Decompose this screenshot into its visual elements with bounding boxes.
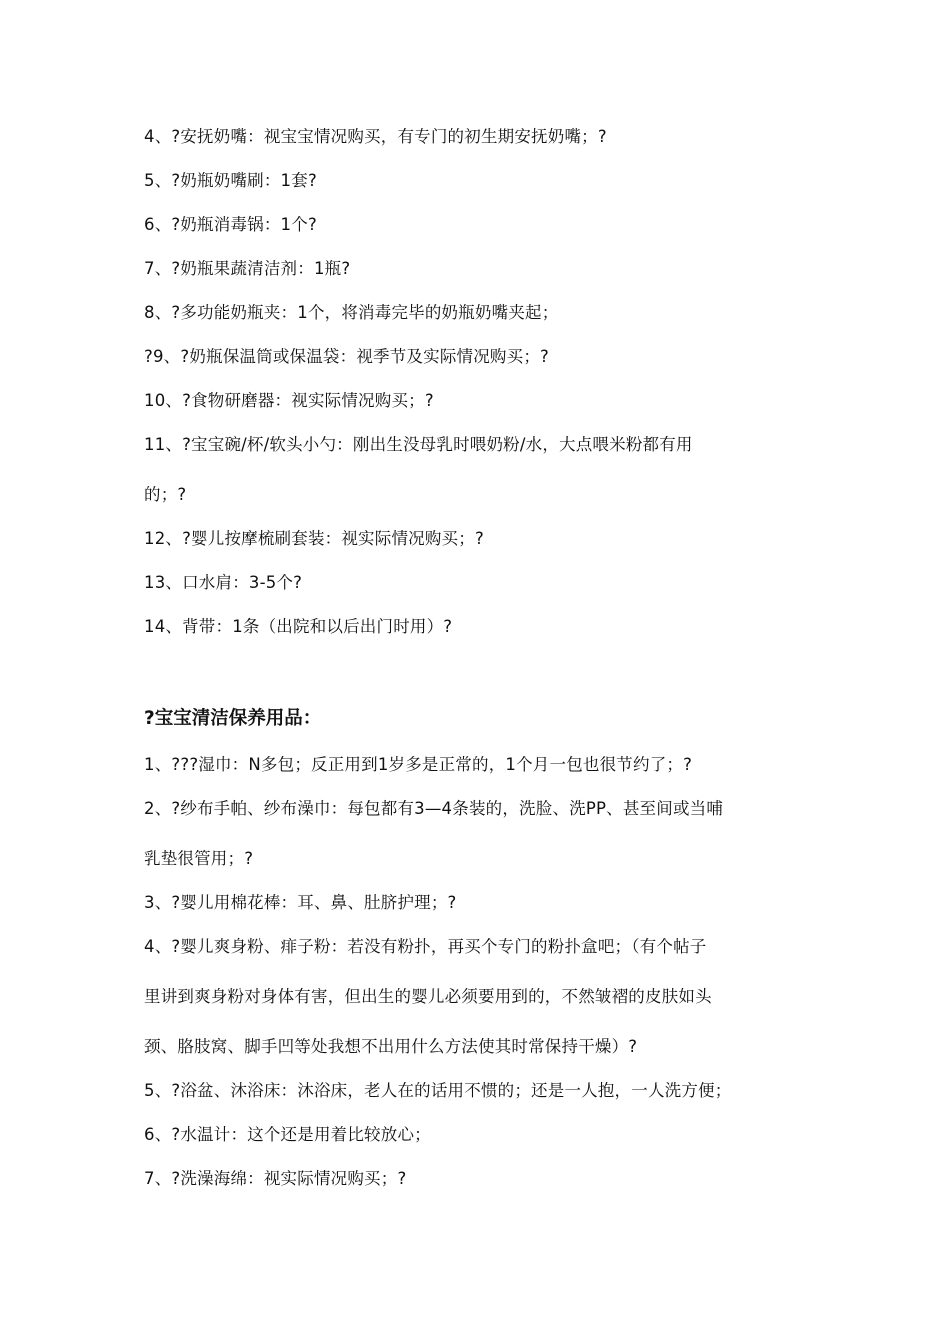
list-item: 5、?奶瓶奶嘴刷：1套?: [144, 171, 317, 190]
list-item: 8、?多功能奶瓶夹：1个，将消毒完毕的奶瓶奶嘴夹起；: [144, 303, 559, 322]
list-item: 1、???湿巾：N多包；反正用到1岁多是正常的，1个月一包也很节约了；?: [144, 755, 693, 774]
list-item: 7、?洗澡海绵：视实际情况购买；?: [144, 1169, 407, 1188]
list-item: 13、口水肩：3-5个?: [144, 573, 303, 592]
list-item: 12、?婴儿按摩梳刷套装：视实际情况购买；?: [144, 529, 484, 548]
list-item: 3、?婴儿用棉花棒：耳、鼻、肚脐护理；?: [144, 893, 457, 912]
list-item-continuation: 里讲到爽身粉对身体有害，但出生的婴儿必须要用到的，不然皱褶的皮肤如头: [144, 987, 712, 1006]
list-item: ?9、?奶瓶保温筒或保温袋：视季节及实际情况购买；?: [144, 347, 549, 366]
section-heading: ?宝宝清洁保养用品：: [144, 708, 322, 729]
list-item: 11、?宝宝碗/杯/软头小勺：刚出生没母乳时喂奶粉/水，大点喂米粉都有用: [144, 435, 693, 454]
list-item-continuation: 的；?: [144, 485, 187, 504]
list-item: 6、?奶瓶消毒锅：1个?: [144, 215, 317, 234]
list-item: 6、?水温计：这个还是用着比较放心；: [144, 1125, 431, 1144]
list-item: 2、?纱布手帕、纱布澡巾：每包都有3—4条装的，洗脸、洗PP、甚至间或当哺: [144, 799, 724, 818]
list-item: 4、?安抚奶嘴：视宝宝情况购买，有专门的初生期安抚奶嘴；?: [144, 127, 607, 146]
list-item: 14、背带：1条（出院和以后出门时用）?: [144, 617, 453, 636]
list-item: 5、?浴盆、沐浴床：沐浴床，老人在的话用不惯的；还是一人抱，一人洗方便；: [144, 1081, 732, 1100]
list-item: 4、?婴儿爽身粉、痱子粉：若没有粉扑，再买个专门的粉扑盒吧；（有个帖子: [144, 937, 707, 956]
list-item-continuation: 颈、胳肢窝、脚手凹等处我想不出用什么方法使其时常保持干燥）?: [144, 1037, 638, 1056]
list-item-continuation: 乳垫很管用；?: [144, 849, 254, 868]
list-item: 10、?食物研磨器：视实际情况购买；?: [144, 391, 434, 410]
list-item: 7、?奶瓶果蔬清洁剂：1瓶?: [144, 259, 351, 278]
